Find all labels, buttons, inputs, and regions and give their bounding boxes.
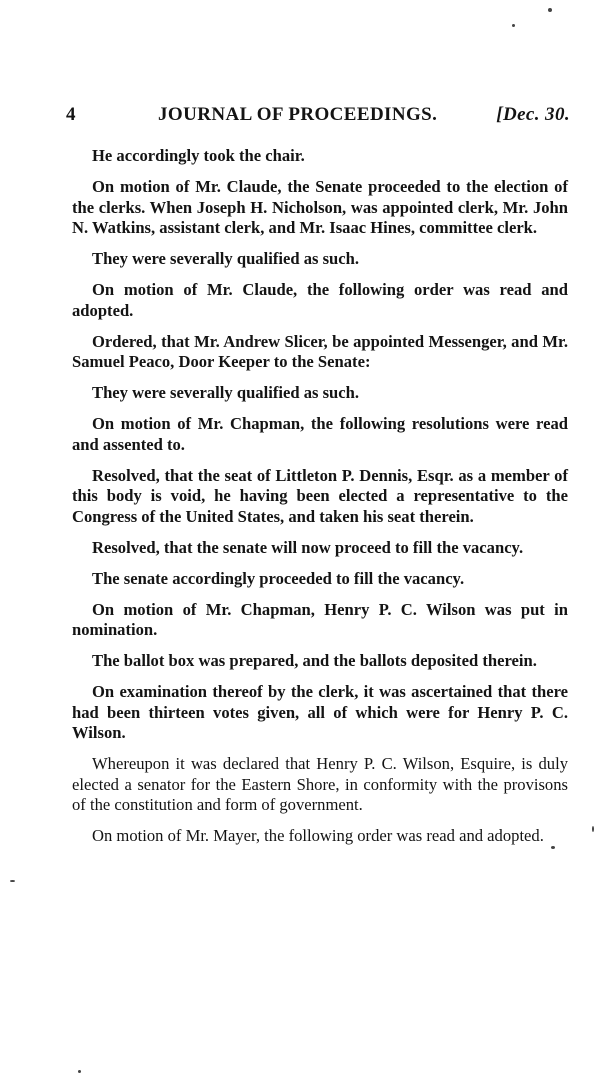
header-date: [Dec. 30.	[496, 104, 570, 125]
paragraph: They were severally qualified as such.	[92, 249, 360, 268]
ink-speck	[78, 1070, 81, 1073]
ink-speck	[548, 8, 552, 12]
paragraph: Ordered, that Mr. Andrew Slicer, be appointed Messenger, and Mr. Samuel Peaco, Door Keeper to the Senate:	[72, 331, 568, 371]
paragraph: On motion of Mr. Claude, the Senate proceeded to the election of the clerks. When Joseph H. Nicholson, was appointed clerk, Mr. John N. Watkins, assistant clerk, and Mr. Isaac Hines, committee clerk.	[72, 177, 568, 237]
paragraph: On examination thereof by the clerk, it was ascertained that there had been thirteen votes given, all of which were for Henry P. C. Wilson.	[72, 682, 568, 742]
paragraph: Resolved, that the senate will now proceed to fill the vacancy.	[92, 537, 524, 557]
paragraph: On motion of Mr. Claude, the following order was read and adopted.	[72, 280, 568, 320]
paragraph: Whereupon it was declared that Henry P. C. Wilson, Esquire, is duly elected a senator for the Eastern Shore, in conformity with the provisons of the constitution and form of government.	[72, 754, 568, 814]
page-header	[66, 104, 570, 134]
running-head: JOURNAL OF PROCEEDINGS.	[158, 104, 438, 125]
journal-body	[72, 146, 568, 857]
paragraph: The senate accordingly proceeded to fill the vacancy.	[92, 568, 465, 588]
paragraph: On motion of Mr. Chapman, the following resolutions were read and assented to.	[72, 414, 568, 454]
page-number: 4	[66, 104, 76, 125]
paragraph: Resolved, that the seat of Littleton P. Dennis, Esqr. as a member of this body is void, he having been elected a representative to the Congress of the United States, and taken his seat therein.	[72, 465, 568, 526]
ink-speck	[551, 846, 555, 849]
paragraph: The ballot box was prepared, and the ballots deposited therein.	[92, 651, 537, 670]
ink-speck	[512, 24, 515, 27]
paragraph: He accordingly took the chair.	[92, 146, 305, 165]
paragraph: On motion of Mr. Chapman, Henry P. C. Wilson was put in nomination.	[72, 599, 568, 639]
ink-speck	[592, 826, 594, 832]
paragraph: They were severally qualified as such.	[92, 383, 360, 402]
paragraph: On motion of Mr. Mayer, the following order was read and adopted.	[92, 826, 544, 845]
ink-speck	[10, 880, 15, 882]
